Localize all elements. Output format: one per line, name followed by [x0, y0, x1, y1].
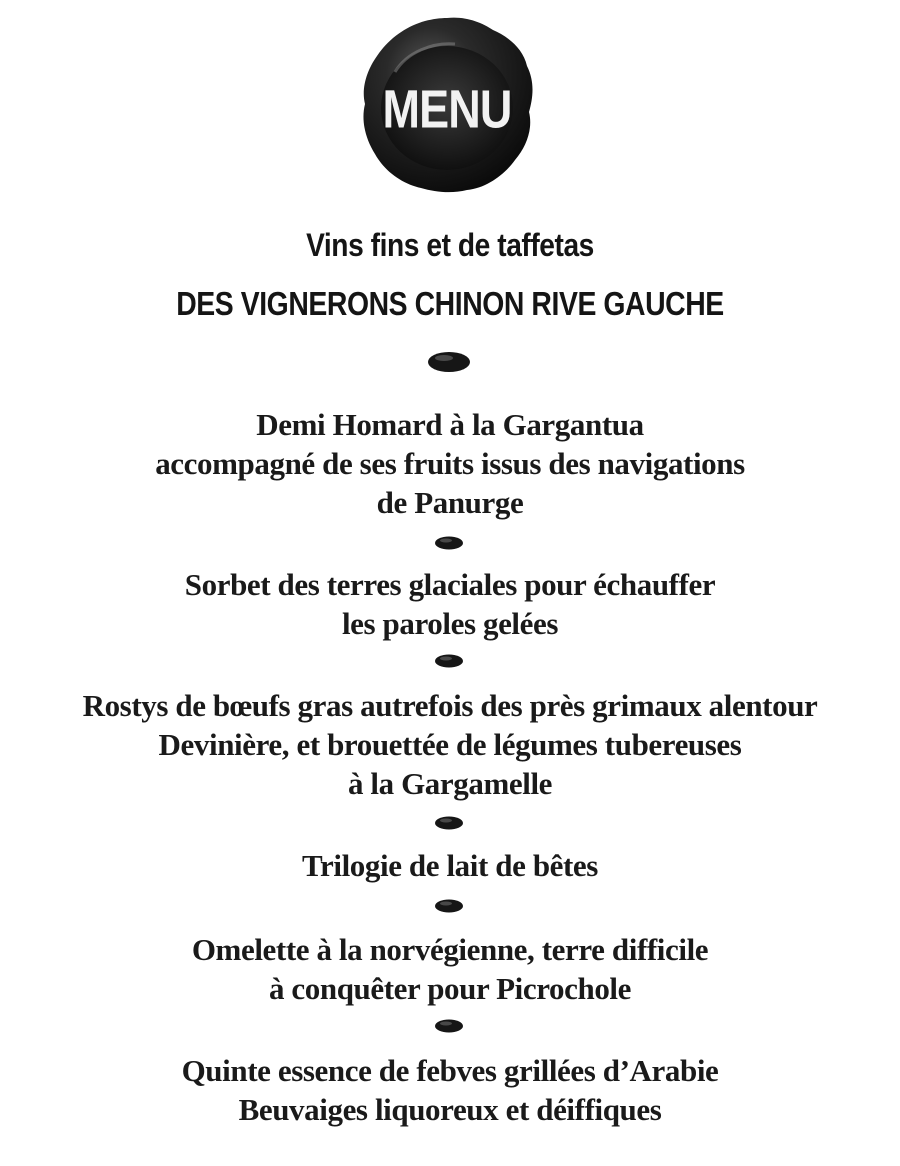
black-pebble-icon	[434, 898, 464, 914]
seal-label: MENU	[382, 78, 512, 140]
course-line: Devinière, et brouettée de légumes tubereuses	[158, 727, 742, 762]
course-item	[0, 405, 900, 522]
wax-seal-icon	[355, 12, 539, 196]
course-line: accompagné de ses fruits issus des navigations	[155, 446, 745, 481]
course-line: Rostys de bœufs gras autrefois des près grimaux alentour	[82, 688, 818, 723]
course-line: à conquêter pour Picrochole	[268, 971, 632, 1006]
course-line: Demi Homard à la Gargantua	[256, 407, 644, 442]
black-pebble-icon	[426, 350, 472, 374]
course-item	[0, 686, 900, 803]
course-line: Sorbet des terres glaciales pour échauffer	[184, 567, 716, 602]
black-pebble-icon	[434, 535, 464, 551]
wine-producer: DES VIGNERONS CHINON RIVE GAUCHE	[176, 285, 724, 322]
course-item	[0, 565, 900, 643]
course-line: Quinte essence de febves grillées d’Arabie	[181, 1053, 719, 1088]
course-line: Omelette à la norvégienne, terre difficile	[191, 932, 709, 967]
black-pebble-icon	[434, 653, 464, 669]
course-line: à la Gargamelle	[347, 766, 553, 801]
black-pebble-icon	[434, 815, 464, 831]
course-item	[0, 846, 900, 885]
wine-title: Vins fins et de taffetas	[306, 227, 594, 263]
course-item	[0, 930, 900, 1008]
course-line: Beuvaiges liquoreux et déiffiques	[238, 1092, 662, 1127]
course-item	[0, 1051, 900, 1129]
course-line: Trilogie de lait de bêtes	[302, 848, 598, 883]
course-line: de Panurge	[376, 485, 524, 520]
course-line: les paroles gelées	[341, 606, 559, 641]
black-pebble-icon	[434, 1018, 464, 1034]
wax-seal-graphic	[355, 12, 539, 196]
